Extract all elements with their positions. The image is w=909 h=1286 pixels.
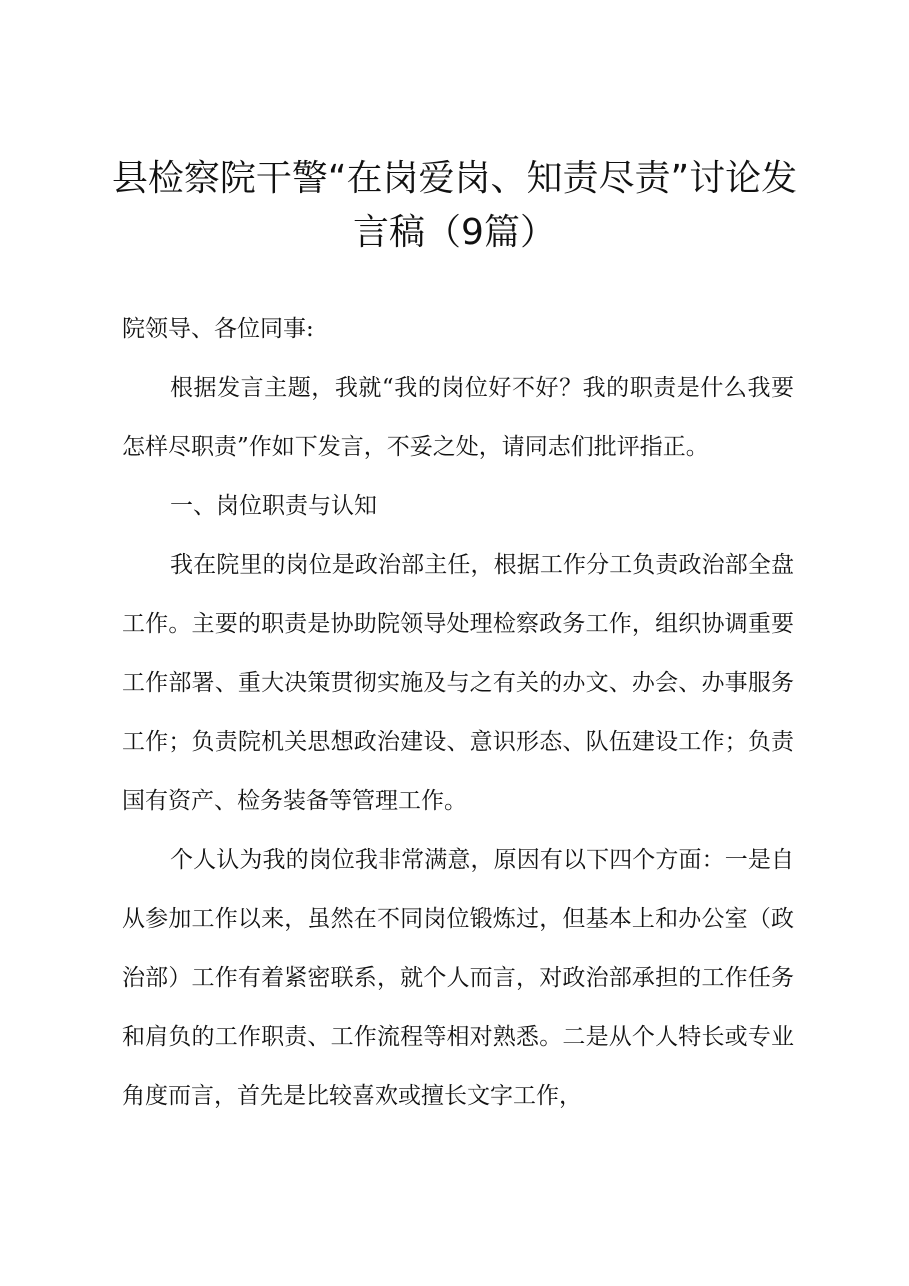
title-line-1: 县检察院干警“在岗爱岗、知责尽责”讨论发 — [111, 158, 798, 199]
paragraph-reasons: 个人认为我的岗位我非常满意，原因有以下四个方面：一是自从参加工作以来，虽然在不同岗位锻炼过，但基本上和办公室（政治部）工作有着紧密联系，就个人而言，对政治部承担的工作任务和肩负的工作职责、工作流程等相对熟悉。二是从个人特长或专业角度而言，首先是比较喜欢或擅长文字工作， — [122, 847, 794, 1109]
salutation: 院领导、各位同事: — [122, 316, 314, 342]
section-heading-1: 一、岗位职责与认知 — [170, 493, 377, 519]
paragraph-intro: 根据发言主题，我就“我的岗位好不好？我的职责是什么我要怎样尽职责”作如下发言，不妥之处，请同志们批评指正。 — [122, 375, 794, 460]
title-line-2: 言稿（9篇） — [353, 212, 556, 253]
document-title — [80, 152, 829, 260]
paragraph-duties: 我在院里的岗位是政治部主任，根据工作分工负责政治部全盘工作。主要的职责是协助院领导处理检察政务工作，组织协调重要工作部署、重大决策贯彻实施及与之有关的办文、办会、办事服务工作；负责院机关思想政治建设、意识形态、队伍建设工作；负责国有资产、检务装备等管理工作。 — [122, 552, 794, 814]
document-body — [122, 300, 794, 1126]
